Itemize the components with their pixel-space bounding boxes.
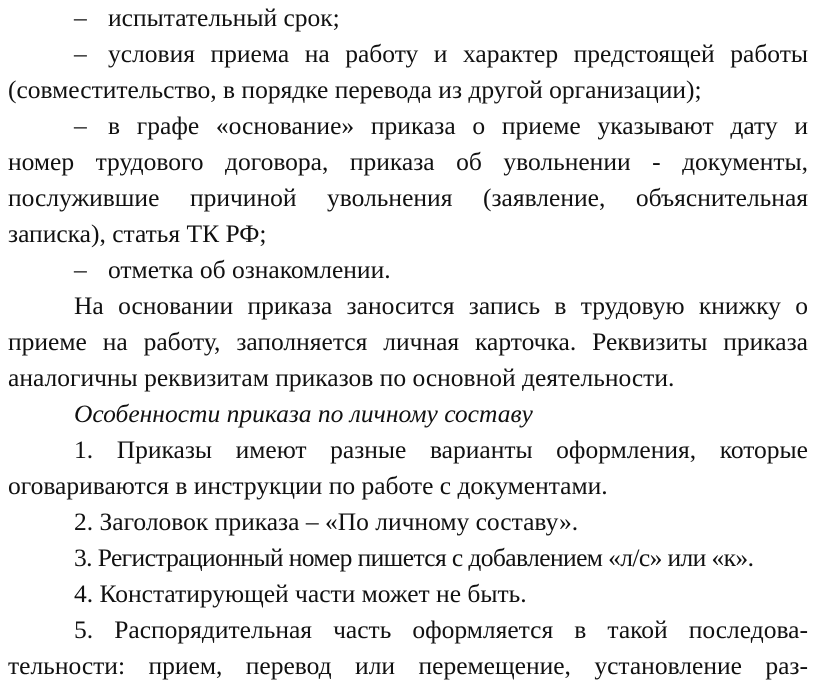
text-line: – в графе «основание» приказа о приеме указывают дату и xyxy=(8,108,808,144)
list-item-text: отметка об ознакомлении. xyxy=(108,255,391,284)
text-line: номер трудового договора, приказа об увольнении - документы, xyxy=(8,147,808,176)
list-item xyxy=(8,108,808,252)
numbered-point: 3. Регистрационный номер пишется с добавлением «л/с» или «к». xyxy=(74,543,754,572)
text-line: тельности: прием, перевод или перемещение, установление раз- xyxy=(8,651,808,680)
numbered-point xyxy=(8,432,808,504)
list-item xyxy=(8,36,808,108)
text-line: (совместительство, в порядке перевода из другой организации); xyxy=(8,75,702,104)
list-item xyxy=(8,0,808,36)
text-line: аналогичны реквизитам приказов по основной деятельности. xyxy=(8,363,675,392)
text-line: приеме на работу, заполняется личная карточка. Реквизиты приказа xyxy=(8,327,808,356)
text-line: записка), статья ТК РФ; xyxy=(8,219,267,248)
list-item xyxy=(8,252,808,288)
numbered-point xyxy=(8,612,808,684)
list-dash: – xyxy=(74,255,87,284)
text-line: оговариваются в инструкции по работе с документами. xyxy=(8,471,608,500)
text-line: 1. Приказы имеют разные варианты оформления, которые xyxy=(74,435,808,464)
text-line: На основании приказа заносится запись в трудовую книжку о xyxy=(74,291,808,320)
text-line: послужившие причиной увольнения (заявление, объяснительная xyxy=(8,183,808,212)
list-dash: – xyxy=(74,39,87,68)
list-item-text: испытательный срок; xyxy=(108,3,340,32)
text-line: – условия приема на работу и характер предстоящей работы xyxy=(8,36,808,72)
list-dash: – xyxy=(74,111,87,140)
list-dash: – xyxy=(74,3,87,32)
section-heading: Особенности приказа по личному составу xyxy=(74,399,533,428)
document-page xyxy=(8,0,808,684)
numbered-point: 2. Заголовок приказа – «По личному составу». xyxy=(74,507,579,536)
numbered-point: 4. Констатирующей части может не быть. xyxy=(74,579,527,608)
text-line: 5. Распорядительная часть оформляется в такой последова- xyxy=(74,615,808,644)
paragraph-order-entry xyxy=(8,288,808,396)
